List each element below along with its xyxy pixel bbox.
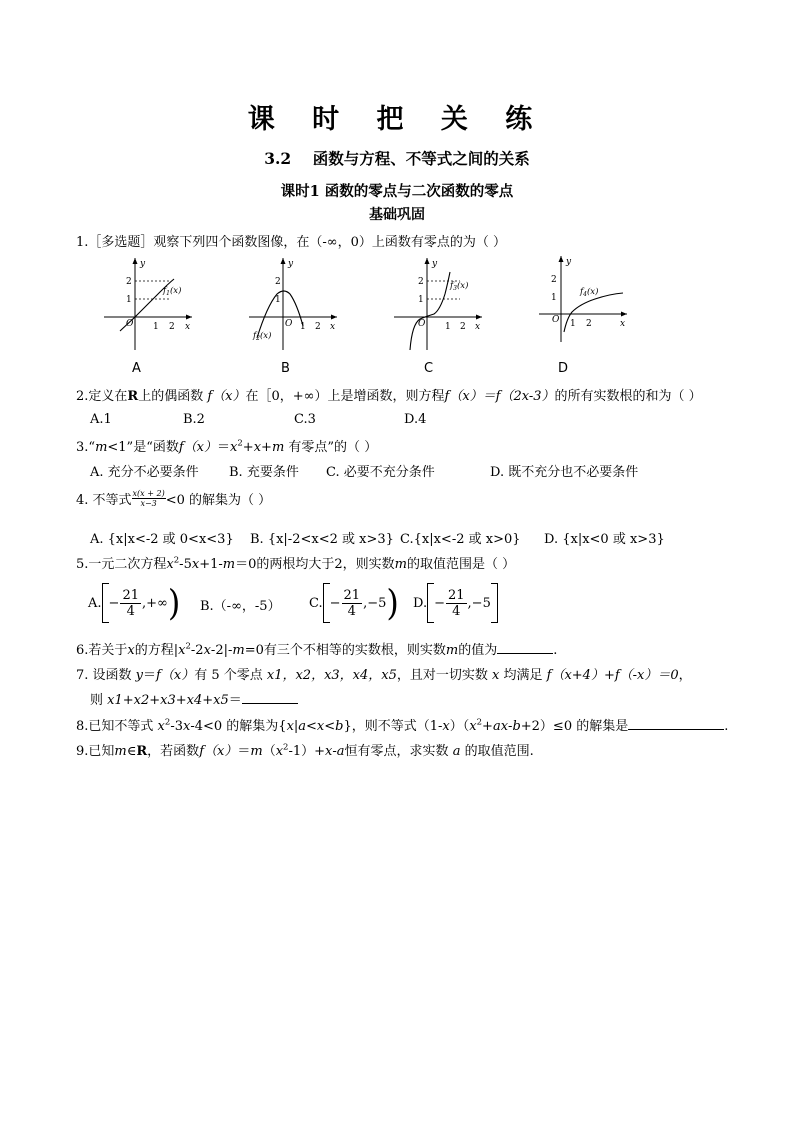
func-label-b: $f_2(x)$	[253, 331, 272, 342]
svg-text:y: y	[566, 257, 572, 267]
q2-option-a: A.1	[90, 412, 112, 427]
q2-option-b: B.2	[183, 412, 205, 427]
question-5: 5.一元二次方程$x^2-5x+1-m=0$的两根均大于2，则实数m的取值范围是（ ）	[76, 555, 516, 572]
svg-text:1: 1	[570, 319, 576, 329]
q4-fraction: $\frac{x(x + 2)}{x-3}$	[132, 489, 165, 508]
svg-text:2: 2	[418, 277, 424, 287]
graph-b-label: B	[281, 361, 290, 376]
q5-option-b: B.（-∞，-5）	[200, 599, 281, 614]
section-title: 函数与方程、不等式之间的关系	[312, 149, 530, 168]
page-title: 课 时 把 关 练	[247, 104, 547, 135]
question-9: 9.已知m∈R，若函数$f(x)=m(x^2-1)+x-a$恒有零点，求实数 a 的取值范围.	[76, 742, 534, 759]
graph-d-label: D	[558, 361, 569, 376]
svg-text:1: 1	[300, 322, 306, 332]
svg-text:1: 1	[275, 295, 281, 305]
svg-text:2: 2	[551, 275, 557, 285]
q7-answer-blank	[242, 691, 298, 704]
tick-x1: 1	[153, 322, 159, 332]
graph-a	[100, 254, 196, 354]
svg-text:2: 2	[460, 322, 466, 332]
section-number: 3.2	[264, 149, 292, 168]
graph-d	[535, 254, 631, 354]
axis-x-label: x	[185, 322, 191, 332]
tick-y1: 1	[126, 295, 132, 305]
svg-text:x: x	[475, 322, 481, 332]
q4-option-d: D. {x|x<0 或 x>3}	[544, 532, 665, 547]
graph-b	[245, 254, 341, 354]
q3-option-a: A. 充分不必要条件	[90, 465, 199, 480]
q5-option-a: A. − $\frac{21}{4}$ ,+∞ )	[88, 582, 181, 624]
question-3: 3.“m<1”是“函数$f(x)=x^2+x+m$ 有零点”的（ ）	[76, 438, 378, 455]
question-7: 7. 设函数 y＝f（x）有 5 个零点 x1，x2，x3，x4，x5，且对一切实数 x 均满足 f（x+4）+f（-x）＝0，	[76, 668, 692, 683]
origin-label: O	[126, 319, 134, 329]
question-2: 2.定义在R上的偶函数 f（x）在［0，+∞）上是增函数，则方程f（x）＝f（2x-3）的所有实数根的和为（ ）	[76, 389, 702, 404]
tick-y2: 2	[126, 277, 132, 287]
section-heading	[0, 147, 794, 169]
func-label-c: $f_3(x)$	[450, 281, 469, 292]
question-8: 8.已知不等式 $x^2-3x-4<0$ 的解集为{x|a<x<b}，则不等式$(1-x)(x^2+ax-b+2)\le 0$ 的解集是 .	[76, 717, 729, 734]
svg-text:x: x	[620, 319, 626, 329]
q8-answer-blank	[628, 717, 724, 730]
lesson-heading: 课时1 函数的零点与二次函数的零点	[280, 183, 514, 200]
func-label-a: $f_1(x)$	[163, 286, 182, 297]
q3-option-b: B. 充要条件	[229, 465, 299, 480]
question-7-line2: 则 x1+x2+x3+x4+x5＝	[90, 689, 298, 708]
q5-option-d: D. − $\frac{21}{4}$ ,−5	[413, 583, 498, 623]
q4-option-c: C.{x|x<-2 或 x>0}	[400, 532, 521, 547]
q2-option-c: C.3	[294, 412, 316, 427]
svg-text:2: 2	[275, 277, 281, 287]
question-1: 1.［多选题］观察下列四个函数图像，在（-∞，0）上函数有零点的为（ ）	[76, 235, 507, 250]
axis-y-label: y	[140, 259, 146, 269]
svg-text:x: x	[330, 322, 336, 332]
q3-option-c: C. 必要不充分条件	[326, 465, 435, 480]
svg-text:O: O	[418, 319, 426, 329]
svg-text:2: 2	[315, 322, 321, 332]
subtitle: 基础巩固	[369, 207, 425, 223]
q3-option-d: D. 既不充分也不必要条件	[490, 465, 639, 480]
svg-text:1: 1	[418, 295, 424, 305]
svg-text:O: O	[285, 319, 293, 329]
question-6: 6.若关于x的方程$|x^2-2x-2|-m=0$有三个不相等的实数根，则实数m的值为 .	[76, 641, 558, 658]
question-4: 4. 不等式 $\frac{x(x + 2)}{x-3}$ <0 的解集为（ ）	[76, 489, 272, 508]
graph-c	[390, 254, 486, 354]
svg-text:O: O	[552, 315, 560, 325]
graph-c-label: C	[424, 361, 434, 376]
svg-text:y: y	[432, 259, 438, 269]
graph-a-label: A	[132, 361, 141, 376]
svg-text:y: y	[288, 259, 294, 269]
func-label-d: $f_4(x)$	[580, 287, 599, 298]
tick-x2: 2	[169, 322, 175, 332]
q5-option-c: C. − $\frac{21}{4}$ ,−5 )	[309, 582, 399, 624]
q2-option-d: D.4	[404, 412, 427, 427]
q4-option-b: B. {x|-2<x<2 或 x>3}	[250, 532, 394, 547]
svg-text:2: 2	[586, 319, 592, 329]
q6-answer-blank	[497, 641, 553, 654]
svg-text:1: 1	[551, 293, 557, 303]
svg-text:1: 1	[445, 322, 451, 332]
q4-option-a: A. {x|x<-2 或 0<x<3}	[90, 532, 234, 547]
